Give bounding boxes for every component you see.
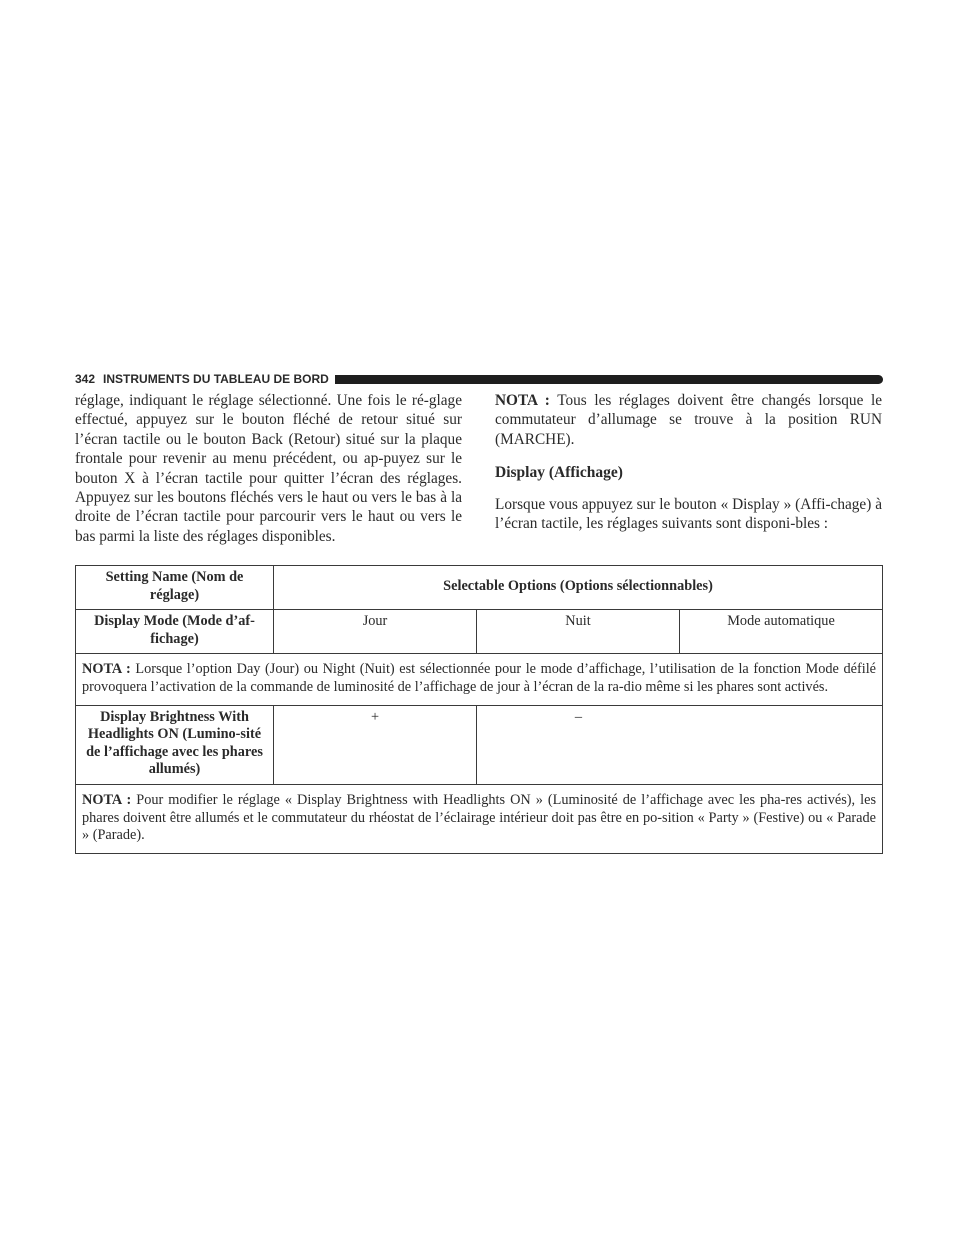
section-title: INSTRUMENTS DU TABLEAU DE BORD — [103, 372, 329, 386]
table-note — [76, 784, 883, 853]
note-text: Lorsque l’option Day (Jour) ou Night (Nuit) est sélectionnée pour le mode d’affichage, l’utilisation de la fonction Mode défilé provoquera l’activation de la commande de luminosité de l’affichage de jour à l’écran de la ra-dio même si les phares sont activés. — [82, 661, 877, 695]
option-jour: Jour — [274, 610, 477, 654]
page-number: 342 — [75, 372, 96, 386]
option-nuit: Nuit — [477, 610, 680, 654]
header-setting-name: Setting Name (Nom de réglage) — [76, 566, 274, 610]
nota-label: NOTA : — [82, 791, 132, 808]
table-row — [76, 705, 883, 784]
setting-display-mode: Display Mode (Mode d’af-fichage) — [76, 610, 274, 654]
setting-display-brightness: Display Brightness With Headlights ON (Lumino-sité de l’affichage avec les phares allumés) — [76, 705, 274, 784]
table-header-row — [76, 566, 883, 610]
body-paragraph: réglage, indiquant le réglage sélectionné. Une fois le ré-glage effectué, appuyez sur le bouton fléché de retour situé sur l’écran tactile ou le bouton Back (Retour) situé sur la plaque frontale pour revenir au menu précédent, ou ap-puyez sur le bouton X à l’écran tactile pour quitter l’écran des réglages. Appuyez sur les boutons fléchés vers le haut ou vers le bas à la droite de l’écran tactile pour parcourir vers le haut ou vers le bas parmi la liste des réglages disponibles. — [75, 392, 462, 545]
header-selectable-options: Selectable Options (Options sélectionnables) — [274, 566, 883, 610]
header-rule — [335, 375, 883, 384]
nota-paragraph — [495, 391, 882, 449]
table-row — [76, 610, 883, 654]
note-text: Pour modifier le réglage « Display Brightness with Headlights ON » (Luminosité de l’affichage avec les pha-res activés), les phares doivent être allumés et le commutateur du rhéostat de l’éclairage intérieur doit pas être en po-sition « Party » (Festive) ou « Parade » (Parade). — [82, 791, 877, 844]
option-mode-automatique: Mode automatique — [680, 610, 883, 654]
nota-label: NOTA : — [495, 392, 550, 409]
settings-table — [75, 565, 883, 854]
page-header — [75, 371, 883, 387]
option-plus: + — [274, 705, 477, 784]
option-minus-label: – — [574, 708, 583, 725]
settings-table-wrapper — [75, 565, 882, 854]
nota-label: NOTA : — [82, 661, 131, 678]
table-note — [76, 654, 883, 705]
option-minus — [477, 705, 883, 784]
right-column — [495, 391, 882, 533]
left-column — [75, 391, 462, 546]
body-paragraph: Lorsque vous appuyez sur le bouton « Display » (Affi-chage) à l’écran tactile, les réglages suivants sont disponi-bles : — [495, 495, 882, 533]
table-note-row — [76, 654, 883, 705]
section-subheading: Display (Affichage) — [495, 464, 623, 482]
table-note-row — [76, 784, 883, 853]
nota-text: Tous les réglages doivent être changés lorsque le commutateur d’allumage se trouve à la position RUN (MARCHE). — [495, 392, 882, 448]
